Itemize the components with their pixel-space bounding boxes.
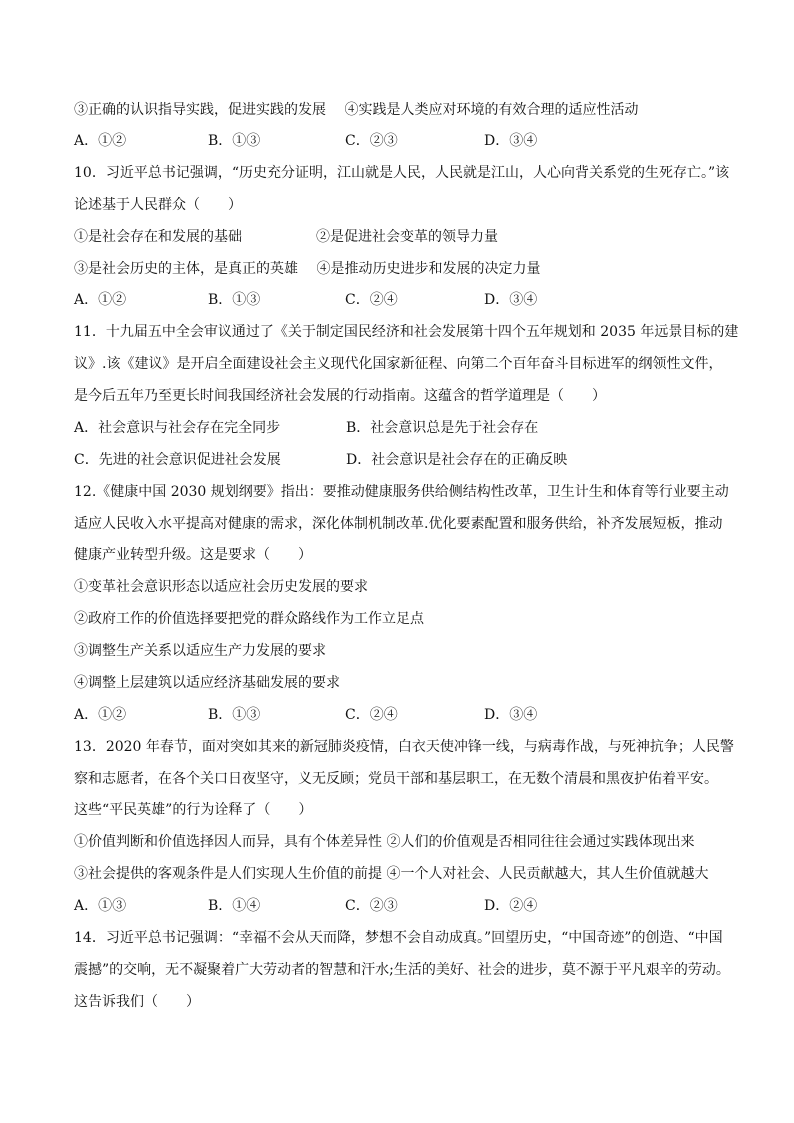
q13-stem-line3: 这些“平民英雄”的行为诠释了（ ） — [74, 802, 313, 818]
q10-stem-line1: 10．习近平总书记强调，“历史充分证明，江山就是人民，人民就是江山，人心向背关系党的生死存亡。”该 — [74, 165, 730, 181]
q11-stem-line1: 11．十九届五中全会审议通过了《关于制定国民经济和社会发展第十四个五年规划和 2035 年远景目标的建 — [74, 324, 739, 340]
q12-option-b: B．①③ — [208, 707, 261, 723]
q12-option-d: D．③④ — [484, 707, 538, 723]
q12-option-a: A．①② — [74, 707, 127, 723]
q10-statement-1: ①是社会存在和发展的基础 — [74, 229, 242, 245]
q10-statement-2: ②是促进社会变革的领导力量 — [316, 229, 498, 245]
q11-option-c: C．先进的社会意识促进社会发展 — [74, 452, 281, 468]
q13-option-b: B．①④ — [208, 898, 261, 914]
q12-statement-1: ①变革社会意识形态以适应社会历史发展的要求 — [74, 579, 368, 595]
q9-option-c: C．②③ — [345, 133, 398, 149]
q11-option-a: A．社会意识与社会存在完全同步 — [74, 420, 281, 436]
q10-stem-line2: 论述基于人民群众（ ） — [74, 197, 242, 213]
q14-stem-line1: 14．习近平总书记强调：“幸福不会从天而降，梦想不会自动成真。”回望历史，“中国奇迹”的创造、“中国 — [74, 930, 723, 946]
q10-option-c: C．②④ — [345, 292, 398, 308]
q13-option-d: D．②④ — [484, 898, 538, 914]
q11-option-b: B．社会意识总是先于社会存在 — [346, 420, 539, 436]
q10-statements-3-4: ③是社会历史的主体，是真正的英雄 ④是推动历史进步和发展的决定力量 — [74, 261, 541, 277]
q13-statements-1-2: ①价值判断和价值选择因人而异，具有个体差异性 ②人们的价值观是否相同往往会通过实践体现出来 — [74, 834, 695, 850]
q10-option-a: A．①② — [74, 292, 127, 308]
q9-option-d: D．③④ — [484, 133, 538, 149]
q12-stem-line3: 健康产业转型升级。这是要求（ ） — [74, 547, 312, 563]
q13-statements-3-4: ③社会提供的客观条件是人们实现人生价值的前提 ④一个人对社会、人民贡献越大，其人生价值就越大 — [74, 866, 709, 882]
q10-option-b: B．①③ — [208, 292, 261, 308]
q9-option-a: A．①② — [74, 133, 127, 149]
q12-statement-4: ④调整上层建筑以适应经济基础发展的要求 — [74, 675, 340, 691]
q13-stem-line2: 察和志愿者，在各个关口日夜坚守，义无反顾；党员干部和基层职工，在无数个清晨和黑夜护佑着平安。 — [74, 771, 718, 787]
q9-statements-3-4: ③正确的认识指导实践，促进实践的发展 ④实践是人类应对环境的有效合理的适应性活动 — [74, 102, 639, 118]
q11-stem-line2: 议》.该《建议》是开启全面建设社会主义现代化国家新征程、向第二个百年奋斗目标进军的纲领性文件， — [74, 356, 723, 372]
q12-option-c: C．②④ — [345, 707, 398, 723]
q11-stem-line3: 是今后五年乃至更长时间我国经济社会发展的行动指南。这蕴含的哲学道理是（ ） — [74, 388, 606, 404]
q13-option-c: C．②③ — [345, 898, 398, 914]
q13-stem-line1: 13．2020 年春节，面对突如其来的新冠肺炎疫情，白衣天使冲锋一线，与病毒作战，与死神抗争；人民警 — [74, 739, 734, 755]
q10-option-d: D．③④ — [484, 292, 538, 308]
q12-stem-line1: 12.《健康中国 2030 规划纲要》指出：要推动健康服务供给侧结构性改革，卫生计生和体育等行业要主动 — [74, 484, 729, 500]
q9-option-b: B．①③ — [208, 133, 261, 149]
q12-statement-3: ③调整生产关系以适应生产力发展的要求 — [74, 643, 326, 659]
q12-statement-2: ②政府工作的价值选择要把党的群众路线作为工作立足点 — [74, 611, 424, 627]
q12-stem-line2: 适应人民收入水平提高对健康的需求，深化体制机制改革.优化要素配置和服务供给，补齐发展短板，推动 — [74, 516, 723, 532]
q14-stem-line2: 震撼”的交响，无不凝聚着广大劳动者的智慧和汗水;生活的美好、社会的进步，莫不源于平凡艰辛的劳动。 — [74, 962, 730, 978]
q11-option-d: D．社会意识是社会存在的正确反映 — [346, 452, 568, 468]
q14-stem-line3: 这告诉我们（ ） — [74, 994, 200, 1010]
q13-option-a: A．①③ — [74, 898, 127, 914]
